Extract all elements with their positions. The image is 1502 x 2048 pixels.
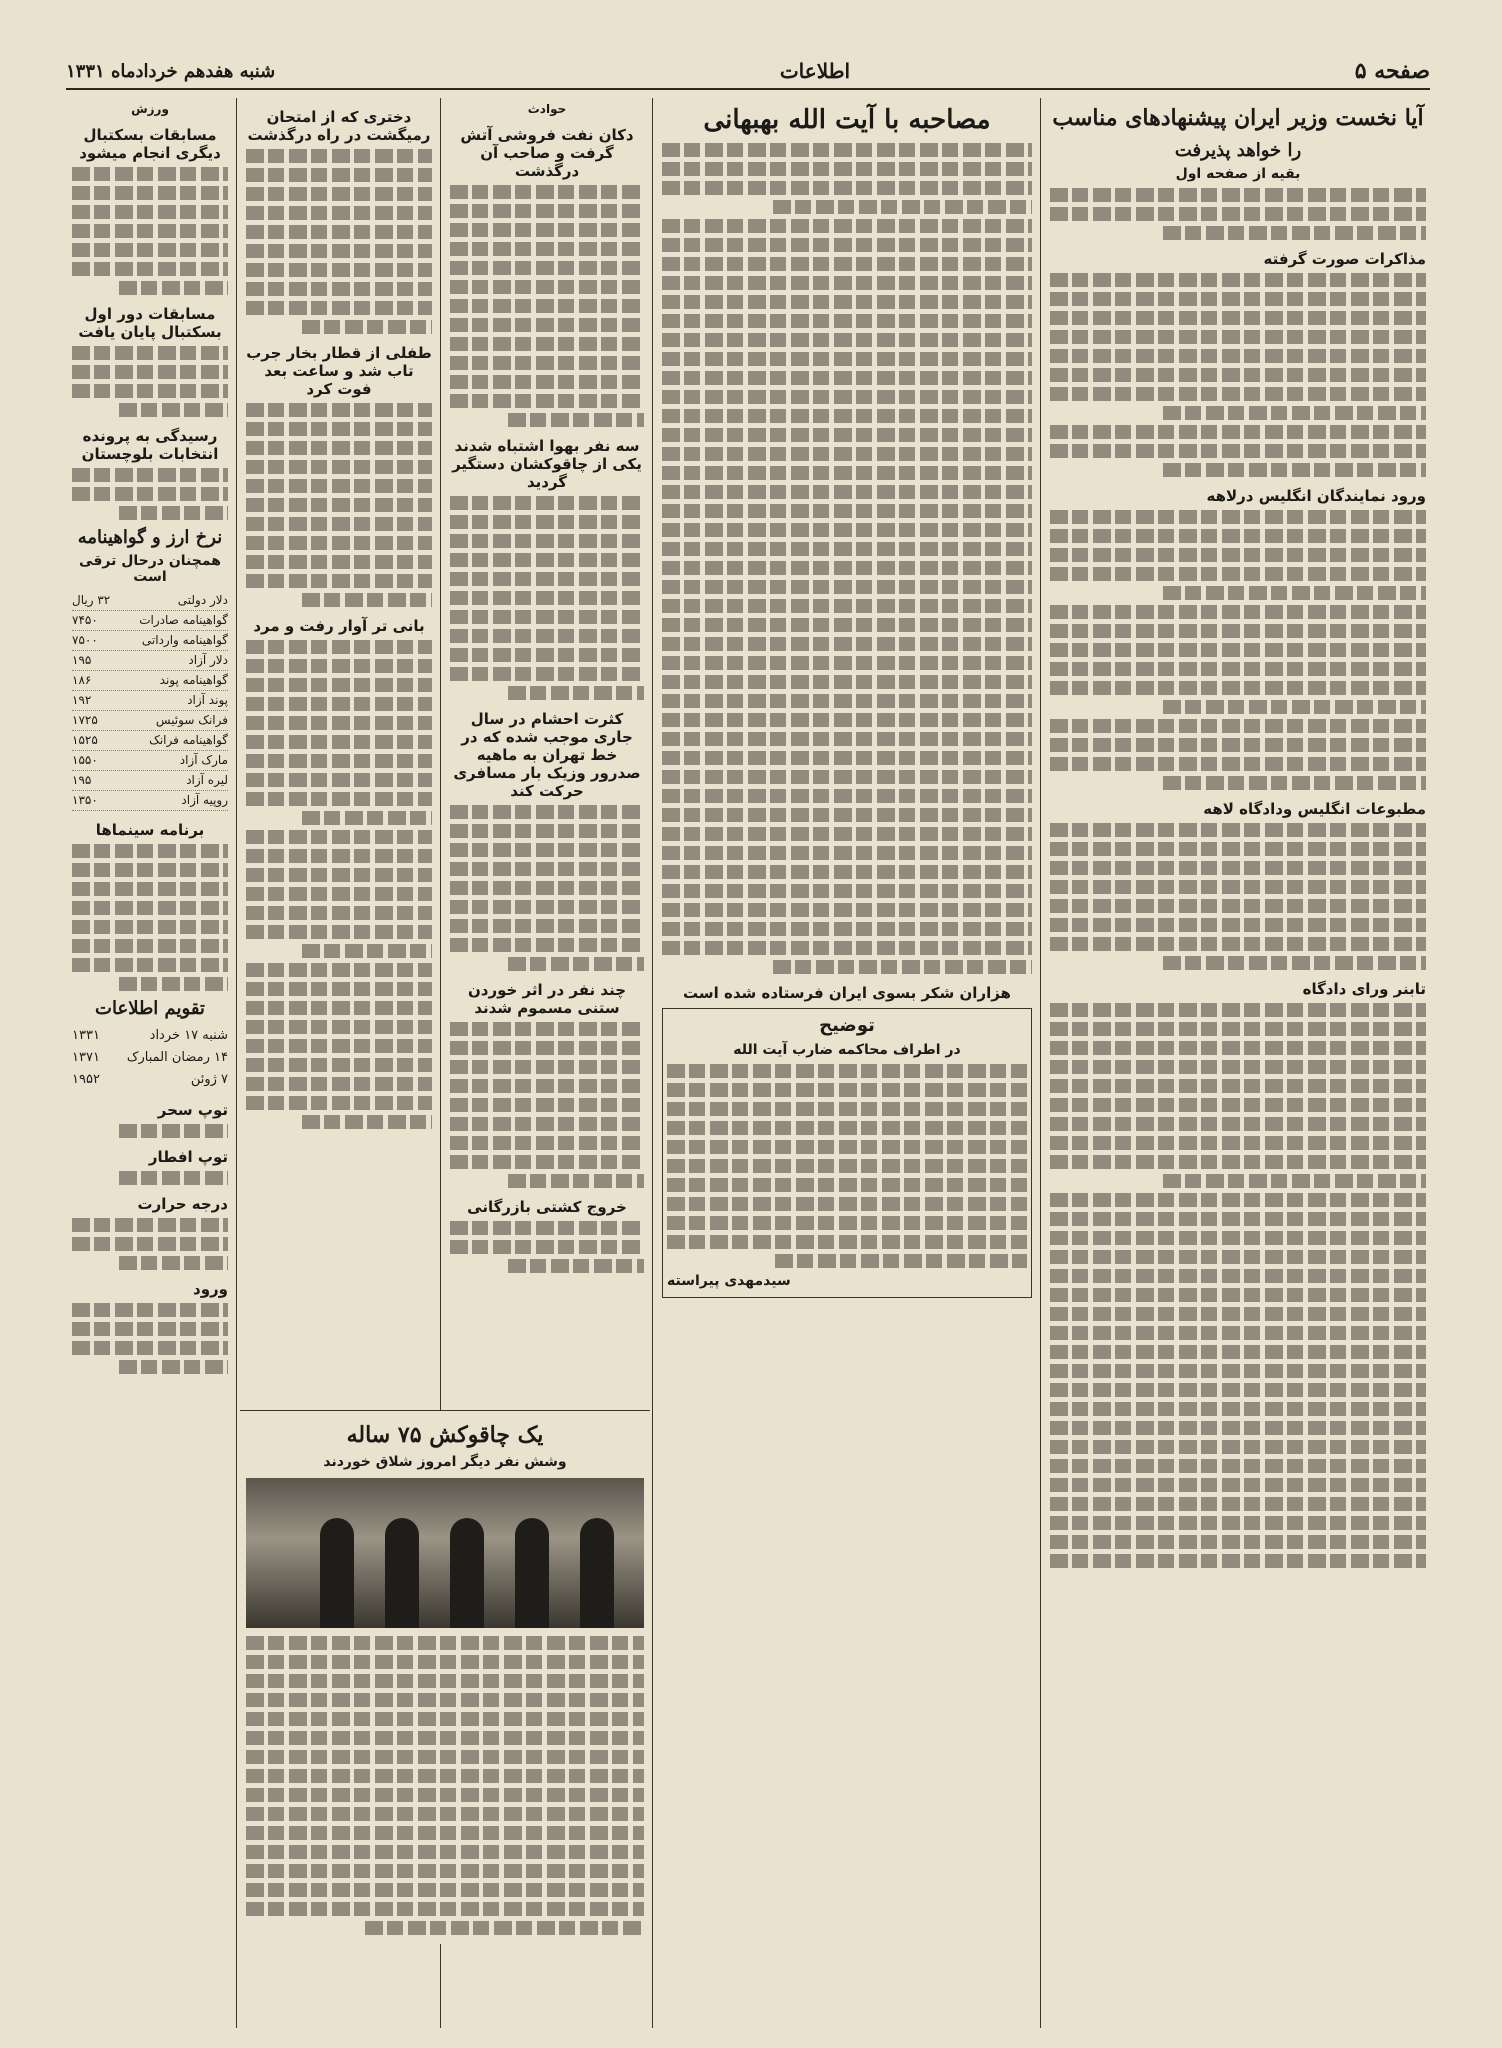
row-value: ۱۳۳۱ — [72, 1027, 100, 1043]
photo-figure — [320, 1518, 354, 1628]
iftar-cannon: توپ افطار — [148, 1147, 228, 1166]
clarification-box — [662, 1008, 1032, 1298]
row-label: دلار دولتی — [177, 593, 228, 608]
row-value: ۱۹۵ — [72, 653, 92, 668]
section-heading: ورود نمایندگان انگلیس درلاهه — [1206, 486, 1426, 505]
row-label: شنبه ۱۷ خرداد — [149, 1027, 228, 1043]
row-value: ۱۸۶ — [72, 673, 92, 688]
story-headline: دکان نفت فروشی آتش گرفت و صاحب آن درگذشت — [460, 126, 634, 180]
story-headline: طفلی از قطار بخار جرب تاب شد و ساعت بعد فوت کرد — [246, 344, 432, 398]
row-label: گواهینامه پوند — [159, 673, 228, 688]
article-headline-2: را خواهد پذیرفت — [1174, 139, 1302, 161]
calendar-table — [72, 1025, 228, 1091]
interview-headline: مصاحبه با آیت الله بهبهانی — [703, 105, 991, 135]
article-headline: آیا نخست وزیر ایران پیشنهادهای مناسب — [1052, 105, 1424, 131]
photo-figure — [515, 1518, 549, 1628]
row-label: مارک آزاد — [179, 753, 228, 768]
section-kicker: ورزش — [131, 102, 169, 116]
calendar-title: تقویم اطلاعات — [95, 998, 205, 1020]
photo-figure — [580, 1518, 614, 1628]
table-row — [72, 711, 228, 731]
paper-name: اطلاعات — [779, 59, 851, 83]
row-label: فرانک سوئیس — [155, 713, 228, 728]
box-subtitle: در اطراف محاکمه ضارب آیت الله — [733, 1041, 961, 1058]
table-row — [72, 1069, 228, 1091]
story-headline: سه نفر بهوا اشتباه شدند یکی از چاقوکشان دستگیر گردید — [452, 437, 642, 491]
cinema-title: برنامه سینماها — [95, 821, 205, 840]
story-headline: خروج کشتی بازرگانی — [467, 1198, 627, 1216]
column-sports-rates — [66, 98, 234, 2028]
sahar-cannon: توپ سحر — [157, 1100, 228, 1119]
table-row — [72, 791, 228, 811]
rates-title: نرخ ارز و گواهینامه — [77, 527, 223, 548]
table-row — [72, 631, 228, 651]
section-heading: مطبوعات انگلیس ودادگاه لاهه — [1203, 799, 1426, 818]
section-kicker: حوادث — [527, 102, 567, 116]
row-value: ۳۲ ریال — [72, 593, 111, 608]
story-headline: بانی تر آوار رفت و مرد — [253, 617, 425, 635]
row-label: گواهینامه فرانک — [149, 733, 228, 748]
table-row — [72, 751, 228, 771]
section-heading: تابنر ورای دادگاه — [1302, 979, 1426, 998]
row-value: ۷۴۵۰ — [72, 613, 98, 628]
row-label: ۷ ژوئن — [190, 1071, 228, 1087]
rates-table — [72, 591, 228, 811]
row-label: پوند آزاد — [187, 693, 228, 708]
column-rule — [236, 98, 237, 2028]
row-value: ۷۵۰۰ — [72, 633, 98, 648]
row-value: ۱۹۵ — [72, 773, 92, 788]
table-row — [72, 651, 228, 671]
bottom-story-title: یک چاقوکش ۷۵ ساله — [346, 1422, 544, 1448]
column-interview — [656, 98, 1038, 2028]
row-value: ۱۷۲۵ — [72, 713, 98, 728]
table-row — [72, 691, 228, 711]
story-headline: مسابقات بسکتبال دیگری انجام میشود — [79, 126, 221, 162]
table-row — [72, 731, 228, 751]
signature: سیدمهدی پیراسته — [667, 1272, 791, 1289]
page-number: صفحه ۵ — [1354, 58, 1430, 84]
row-value: ۱۹۵۲ — [72, 1071, 100, 1087]
temperature-title: درجه حرارت — [137, 1194, 228, 1213]
row-label: ۱۴ رمضان المبارک — [126, 1049, 228, 1065]
photo-figure — [450, 1518, 484, 1628]
row-label: دلار آزاد — [188, 653, 228, 668]
article-subhead: بقیه از صفحه اول — [1175, 165, 1301, 182]
row-label: گواهینامه صادرات — [139, 613, 228, 628]
story-headline: کثرت احشام در سال جاری موجب شده که در خط تهران به ماهیه صدرور وزیک بار مسافری حرکت کند — [453, 710, 641, 800]
row-value: ۱۳۷۱ — [72, 1049, 100, 1065]
section-heading: مذاکرات صورت گرفته — [1263, 249, 1426, 268]
rates-subtitle: همچنان درحال ترقی است — [79, 553, 221, 586]
row-label: لیره آزاد — [186, 773, 228, 788]
table-row — [72, 591, 228, 611]
arrivals-title: ورود — [193, 1279, 228, 1298]
table-row — [72, 1025, 228, 1047]
table-row — [72, 611, 228, 631]
story-headline: مسابقات دور اول بسکتبال پایان یافت — [78, 305, 222, 341]
row-value: ۱۵۵۰ — [72, 753, 98, 768]
row-label: گواهینامه وارداتی — [141, 633, 228, 648]
story-headline: چند نفر در اثر خوردن ستنی مسموم شدند — [467, 981, 627, 1017]
row-value: ۱۳۵۰ — [72, 793, 98, 808]
table-row — [72, 771, 228, 791]
column-main-article — [1044, 98, 1432, 2028]
story-headline: رسیدگی به پرونده انتخابات بلوچستان — [81, 427, 219, 463]
row-value: ۱۹۲ — [72, 693, 92, 708]
row-value: ۱۵۲۵ — [72, 733, 98, 748]
table-row — [72, 671, 228, 691]
column-rule — [652, 98, 653, 2028]
row-label: روپیه آزاد — [181, 793, 228, 808]
story-headline: دختری که از امتحان رمیگشت در راه درگذشت — [247, 108, 431, 144]
issue-date: شنبه هفدهم خردادماه ۱۳۳۱ — [66, 60, 276, 82]
table-row — [72, 1047, 228, 1069]
masthead — [66, 54, 1430, 90]
news-photo — [246, 1478, 644, 1628]
bottom-story — [240, 1410, 650, 1944]
section-heading: هزاران شکر بسوی ایران فرستاده شده است — [683, 983, 1011, 1002]
column-rule — [1040, 98, 1041, 2028]
photo-figure — [385, 1518, 419, 1628]
bottom-story-subtitle: وشش نفر دیگر امروز شلاق خوردند — [323, 1453, 567, 1470]
box-title: توضیح — [819, 1014, 875, 1036]
